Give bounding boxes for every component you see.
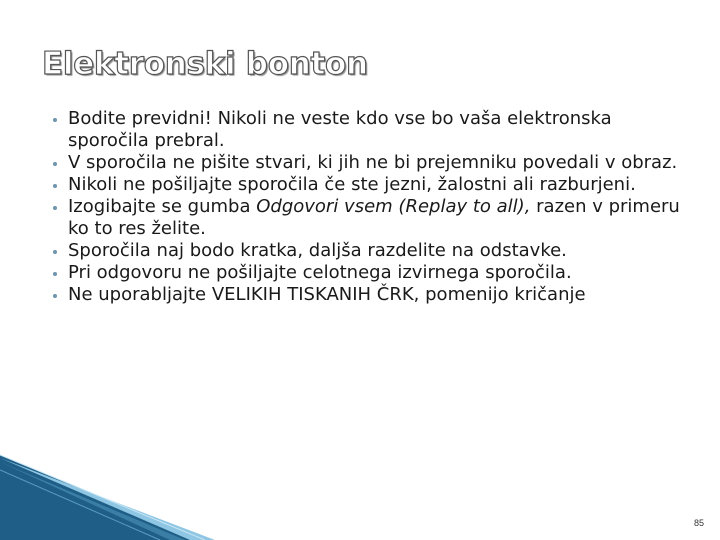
slide-title: Elektronski bonton	[42, 46, 368, 82]
bullet-text: Sporočila naj bodo kratka, daljša razdelite na odstavke.	[68, 240, 567, 261]
bullet-text-before: Izogibajte se gumba	[68, 196, 257, 217]
bullet-text-emphasis: Odgovori vsem (Replay to all),	[256, 196, 531, 217]
bullet-text-after: razen v primeru ko to res želite.	[68, 196, 680, 239]
page-number: 85	[693, 518, 704, 528]
bullet-text: Ne uporabljajte VELIKIH TISKANIH ČRK, pomenijo kričanje	[68, 284, 586, 305]
bullet-text: V sporočila ne pišite stvari, ki jih ne bi prejemniku povedali v obraz.	[68, 152, 678, 173]
bullet-text: Pri odgovoru ne pošiljajte celotnega izvirnega sporočila.	[68, 262, 572, 283]
bullet-text: Nikoli ne pošiljajte sporočila če ste jezni, žalostni ali razburjeni.	[68, 174, 636, 195]
bullet-text: Bodite previdni! Nikoli ne veste kdo vse bo vaša elektronska sporočila prebral.	[68, 108, 612, 151]
